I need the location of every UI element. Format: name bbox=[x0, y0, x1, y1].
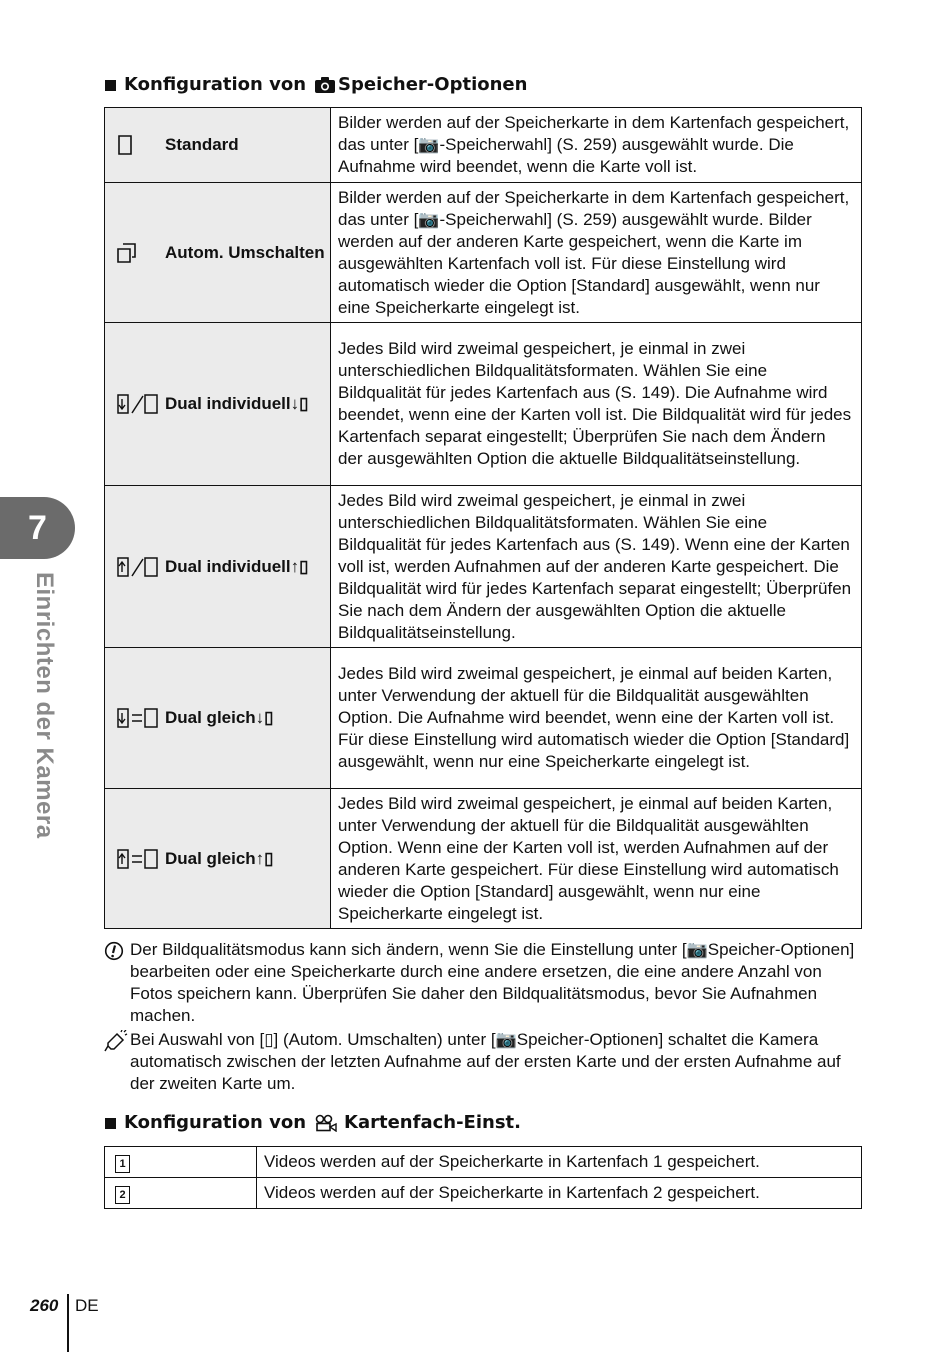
slot-description: Videos werden auf der Speicherkarte in Kartenfach 2 gespeichert. bbox=[257, 1178, 862, 1209]
table-row bbox=[105, 486, 862, 648]
caution-icon bbox=[104, 941, 124, 967]
section-heading-suffix: Speicher-Optionen bbox=[338, 74, 528, 95]
square-bullet-icon bbox=[105, 80, 116, 91]
tip-note-text: Bei Auswahl von [▯] (Autom. Umschalten) unter [📷Speicher-Optionen] schaltet die Kamera automatisch zwischen der letzten Aufnahme auf der ersten Karte und der ersten Aufnahme auf der zweiten Karte um. bbox=[130, 1030, 841, 1093]
page-footer bbox=[30, 1296, 99, 1316]
table-row bbox=[105, 108, 862, 183]
single-card-icon bbox=[115, 134, 165, 156]
dual-same-down-icon bbox=[115, 707, 165, 729]
option-description: Bilder werden auf der Speicherkarte in dem Kartenfach gespeichert, das unter [📷-Speicherwahl] (S. 259) ausgewählt wurde. Bilder werden auf der anderen Karte gespeichert, wenn die Karte im ausgewählten Kartenfach voll ist. Für diese Einstellung wird automatisch wieder die Option [Standard] ausgewählt, wenn nur eine Speicherkarte eingelegt ist. bbox=[331, 183, 862, 323]
chapter-tab: 7 bbox=[0, 497, 75, 559]
language-code: DE bbox=[75, 1296, 99, 1315]
caution-note-text: Der Bildqualitätsmodus kann sich ändern, wenn Sie die Einstellung unter [📷Speicher-Optionen] bearbeiten oder eine Speicherkarte durch eine andere ersetzen, die eine andere Anzahl von Fotos speichern kann. Überprüfen Sie daher den Bildqualitätsmodus, bevor Sie Aufnahmen machen. bbox=[130, 940, 855, 1025]
table-row bbox=[105, 648, 862, 789]
table-row bbox=[105, 323, 862, 486]
chapter-title: Einrichten der Kamera bbox=[31, 572, 58, 839]
table-row bbox=[105, 183, 862, 323]
dual-independent-down-icon bbox=[115, 393, 165, 415]
section-heading-card-slot bbox=[105, 1112, 521, 1134]
card-slot-table bbox=[104, 1146, 862, 1209]
camera-icon bbox=[314, 76, 336, 94]
section-heading-suffix: Kartenfach-Einst. bbox=[344, 1112, 521, 1133]
section-heading-prefix: Konfiguration von bbox=[124, 74, 307, 95]
option-description: Jedes Bild wird zweimal gespeichert, je einmal in zwei unterschiedlichen Bildqualitätsformaten. Wählen Sie eine Bildqualität für jedes Kartenfach aus (S. 149). Die Aufnahme wird beendet, wenn eine der Karten voll ist. Die Bildqualität wird für jedes Kartenfach separat eingestellt; Überprüfen Sie nach dem Ändern der ausgewählten Option die aktuelle Bildqualitätseinstellung. bbox=[331, 323, 862, 486]
option-description: Bilder werden auf der Speicherkarte in dem Kartenfach gespeichert, das unter [📷-Speicherwahl] (S. 259) ausgewählt wurde. Die Aufnahme wird beendet, wenn die Karte voll ist. bbox=[331, 108, 862, 183]
option-label: Standard bbox=[165, 135, 239, 154]
option-label: Autom. Umschalten bbox=[165, 242, 325, 262]
movie-camera-icon bbox=[314, 1114, 338, 1132]
table-row bbox=[105, 1147, 862, 1178]
option-description: Jedes Bild wird zweimal gespeichert, je einmal auf beiden Karten, unter Verwendung der aktuell für die Bildqualität ausgewählten Option. Wenn eine der Karten voll ist, werden Aufnahmen auf der anderen Karte gespeichert. Für diese Einstellung wird automatisch wieder die Option [Standard] ausgewählt, wenn nur eine Speicherkarte eingelegt ist. bbox=[331, 789, 862, 929]
slot-1-icon: 1 bbox=[115, 1155, 130, 1173]
table-row bbox=[105, 789, 862, 929]
auto-switch-cards-icon bbox=[115, 242, 165, 264]
option-label: Dual gleich↑▯ bbox=[165, 848, 274, 868]
option-label: Dual gleich↓▯ bbox=[165, 708, 274, 727]
section-heading-storage-options bbox=[105, 74, 527, 96]
option-description: Jedes Bild wird zweimal gespeichert, je einmal in zwei unterschiedlichen Bildqualitätsformaten. Wählen Sie eine Bildqualität für jedes Kartenfach aus (S. 149). Wenn eine der Karten voll ist, werden Aufnahmen auf der anderen Karte gespeichert. Die Bildqualität wird für jedes Kartenfach separat eingestellt; Überprüfen Sie nach dem Ändern der ausgewählten Option die aktuelle Bildqualitätseinstellung. bbox=[331, 486, 862, 648]
footer-divider bbox=[67, 1294, 69, 1352]
tip-icon bbox=[104, 1030, 128, 1058]
table-row bbox=[105, 1178, 862, 1209]
square-bullet-icon bbox=[105, 1118, 116, 1129]
dual-independent-up-icon bbox=[115, 556, 165, 578]
dual-same-up-icon bbox=[115, 848, 165, 870]
storage-options-table bbox=[104, 107, 862, 929]
page-number: 260 bbox=[30, 1296, 59, 1315]
section-heading-prefix: Konfiguration von bbox=[124, 1112, 307, 1133]
option-label: Dual individuell↑▯ bbox=[165, 556, 309, 576]
option-label: Dual individuell↓▯ bbox=[165, 394, 309, 413]
slot-2-icon: 2 bbox=[115, 1186, 130, 1204]
slot-description: Videos werden auf der Speicherkarte in Kartenfach 1 gespeichert. bbox=[257, 1147, 862, 1178]
option-description: Jedes Bild wird zweimal gespeichert, je einmal auf beiden Karten, unter Verwendung der aktuell für die Bildqualität ausgewählten Option. Die Aufnahme wird beendet, wenn eine der Karten voll ist. Für diese Einstellung wird automatisch wieder die Option [Standard] ausgewählt, wenn nur eine Speicherkarte eingelegt ist. bbox=[331, 648, 862, 789]
